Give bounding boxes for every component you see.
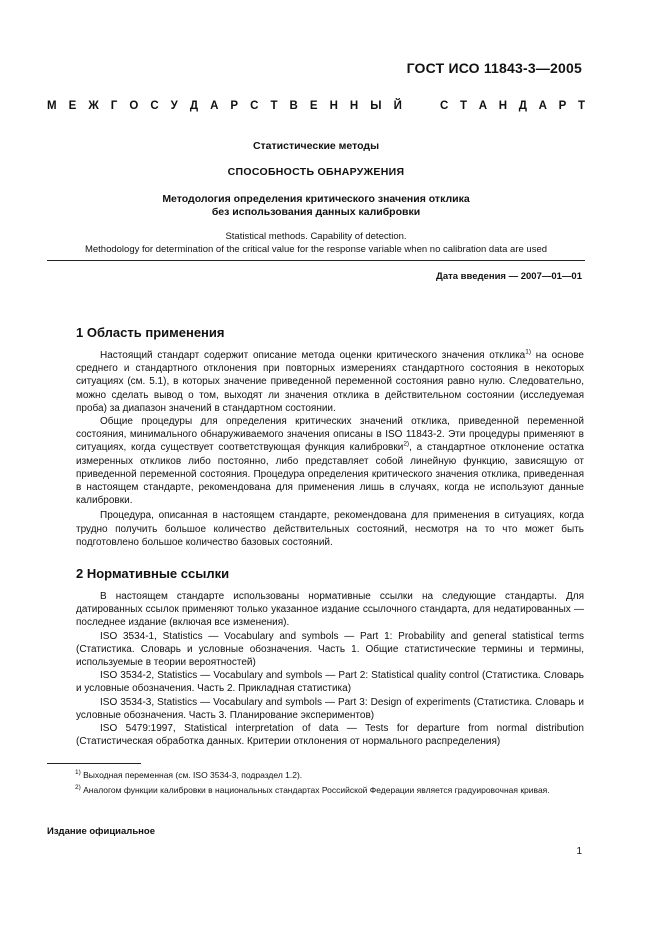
page-number: 1 <box>576 846 582 857</box>
footnote-1 <box>47 770 585 782</box>
normative-reference: ISO 5479:1997, Statistical interpretation of data — Tests for departure from normal distribution (Статистическая обработка данных. Критерии отклонения от нормального распределения) <box>76 723 584 748</box>
banner-letter: У <box>170 100 178 112</box>
subtitle <box>47 193 585 219</box>
banner-letter: Ж <box>88 100 99 112</box>
footnotes <box>47 770 585 796</box>
banner-letter: Г <box>110 100 118 112</box>
english-title-line-1: Statistical methods. Capability of detection. <box>225 231 407 242</box>
subtitle-line-2: без использования данных калибровки <box>211 206 421 218</box>
section-2-body <box>76 590 584 748</box>
footnote-mark: 2) <box>75 783 81 791</box>
footnote-mark: 1) <box>75 769 81 777</box>
normative-reference: ISO 3534-1, Statistics — Vocabulary and symbols — Part 1: Probability and general statistical terms (Статистика. Словарь и условные обозначения. Часть 1. Общие статистические термины и термины, используемые в теории вероятностей) <box>76 630 584 669</box>
footnote-text: Аналогом функции калибровки в национальных стандартах Российской Федерации является градуировочная кривая. <box>80 784 550 795</box>
banner-letter: Д <box>518 100 527 112</box>
banner-letter: Н <box>498 100 508 112</box>
banner-word-standard <box>440 100 585 112</box>
title-divider <box>47 260 585 261</box>
subtitle-line-1: Методология определения критического значения отклика <box>162 193 470 205</box>
section-1-paragraph-1 <box>76 349 584 415</box>
footnote-2 <box>47 785 585 797</box>
banner-letter: А <box>210 100 219 112</box>
section-1-heading: 1 Область применения <box>76 325 225 340</box>
footnote-ref-2: 2) <box>403 441 410 449</box>
normative-reference: ISO 3534-3, Statistics — Vocabulary and symbols — Part 3: Design of experiments (Статистика. Словарь и условные обозначения. Часть 3. Планирование экспериментов) <box>76 696 584 721</box>
banner-letter: О <box>129 100 139 112</box>
banner-letter: С <box>150 100 159 112</box>
text-run: Общие процедуры для определения критических значений отклика, приведенной переменной состояния, минимального обнаруживаемого значения описаны в ISO 11843-2. Эти процедуры применяют в ситуациях, когда существует соответствующая функция калибровки <box>76 416 584 454</box>
banner-letter: Н <box>349 100 359 112</box>
banner-letter: А <box>478 100 488 112</box>
section-1-paragraph-2 <box>76 415 584 507</box>
section-2-heading: 2 Нормативные ссылки <box>76 566 230 581</box>
banner-letter: Д <box>189 100 199 112</box>
banner-letter: А <box>538 100 547 112</box>
document-code: ГОСТ ИСО 11843-3—2005 <box>406 60 582 76</box>
main-title: СПОСОБНОСТЬ ОБНАРУЖЕНИЯ <box>227 166 405 178</box>
text-run: , а стандартное отклонение остатка измеренных откликов либо постоянно, либо представляет собой линейную функцию, зависящую от приведенной переменной состояния. Процедура определения критического значения отклика, приведенная в настоящем стандарте, рекомендована для применения лишь в случаях, когда не используют данные калибровки. <box>76 442 584 507</box>
banner-letter: В <box>289 100 298 112</box>
footnote-divider <box>47 763 141 764</box>
section-2-paragraph-1: В настоящем стандарте использованы нормативные ссылки на следующие стандарты. Для датированных ссылок применяют только указанное издание ссылочного стандарта, для недатированных — последнее издание (включая все изменения). <box>76 591 584 629</box>
english-title <box>47 231 585 256</box>
banner-letter: Т <box>577 100 585 112</box>
banner-letter: С <box>250 100 259 112</box>
banner-letter: Й <box>393 100 402 112</box>
series-title: Статистические методы <box>252 140 380 152</box>
text-run: на основе среднего и стандартного отклонения при повторных измерениях стандартного состояния в некоторых ситуациях (см. 5.1), в которых значение приведенной переменной состояния равно нулю. Следовательно, можно сделать вывод о том, выходят ли значения отклика в действительном состоянии (исследуемая проба) за диапазон значений в стандартном состоянии. <box>76 350 584 414</box>
banner-letter: Ы <box>370 100 382 112</box>
banner-letter: Р <box>230 100 239 112</box>
text-run: Настоящий стандарт содержит описание метода оценки критического значения отклика <box>100 350 526 361</box>
banner-word-interstate <box>47 100 402 112</box>
footnote-ref-1: 1) <box>525 348 532 356</box>
banner-letter: М <box>47 100 57 112</box>
normative-reference: ISO 3534-2, Statistics — Vocabulary and symbols — Part 2: Statistical quality control (Статистика. Словарь и условные обозначения. Часть 2. Прикладная статистика) <box>76 670 584 695</box>
banner-letter: Т <box>460 100 468 112</box>
interstate-standard-banner <box>47 100 585 112</box>
introduction-date: Дата введения — 2007—01—01 <box>436 271 582 282</box>
english-title-line-2: Methodology for determination of the critical value for the response variable when no calibration data are used <box>84 243 548 255</box>
official-edition-label: Издание официальное <box>47 826 155 837</box>
section-1-body <box>76 349 584 549</box>
banner-letter: Р <box>558 100 567 112</box>
banner-letter: С <box>440 100 449 112</box>
banner-letter: Т <box>270 100 278 112</box>
banner-letter: Е <box>309 100 318 112</box>
banner-letter: Е <box>68 100 77 112</box>
banner-letter: Н <box>329 100 338 112</box>
section-1-paragraph-3: Процедура, описанная в настоящем стандарте, рекомендована для применения в ситуациях, когда трудно получить большое количество действительных состояний, несмотря на то что может быть подготовлено большое количество базовых состояний. <box>76 510 584 548</box>
footnote-text: Выходная переменная (см. ISO 3534-3, подраздел 1.2). <box>80 770 303 780</box>
